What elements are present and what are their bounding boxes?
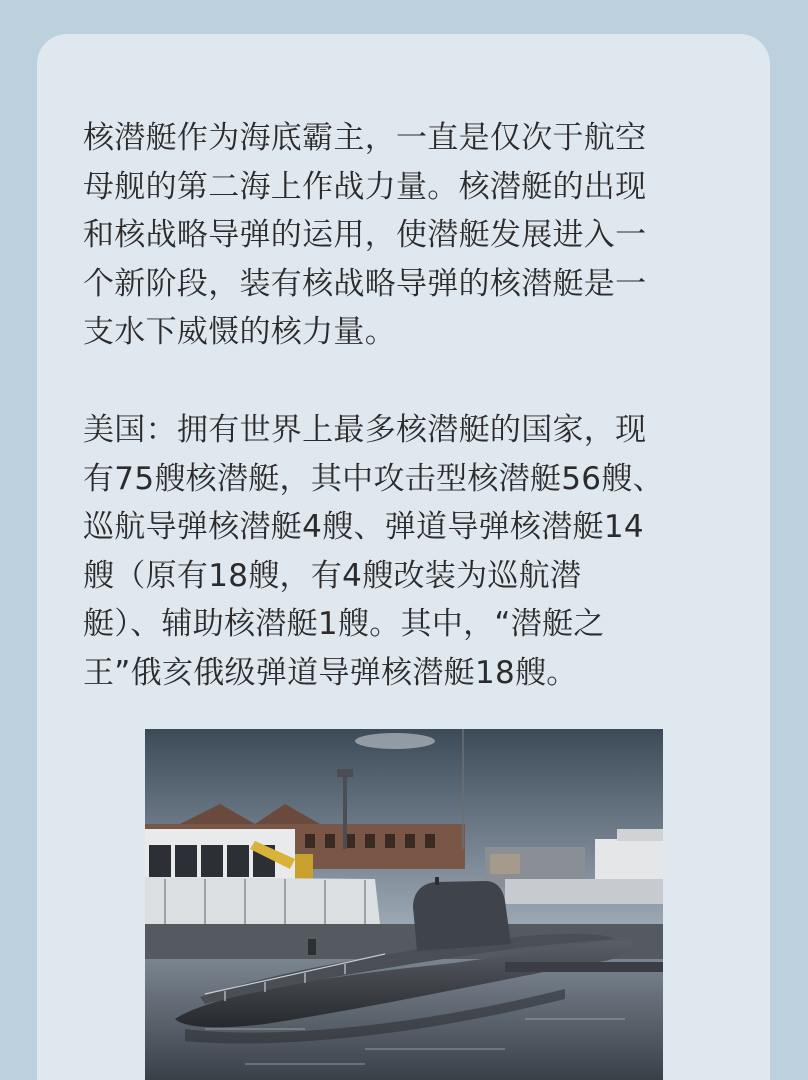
usa-paragraph: 美国：拥有世界上最多核潜艇的国家，现 有75艘核潜艇，其中攻击型核潜艇56艘、 巡航导弹核潜艇4艘、弹道导弹核潜艇14 艘（原有18艘，有4艘改装为巡航潜 艇）、辅助核潜艇1艘。其中，“潜艇之 王”俄亥俄级弹道导弹核潜艇18艘。 (83, 412, 664, 691)
submarine-photo (145, 729, 663, 1080)
intro-paragraph: 核潜艇作为海底霸主，一直是仅次于航空 母舰的第二海上作战力量。核潜艇的出现 和核战略导弹的运用，使潜艇发展进入一 个新阶段，装有核战略导弹的核潜艇是一 支水下威慑的核力量。 (83, 120, 647, 350)
content-card (37, 34, 770, 1080)
